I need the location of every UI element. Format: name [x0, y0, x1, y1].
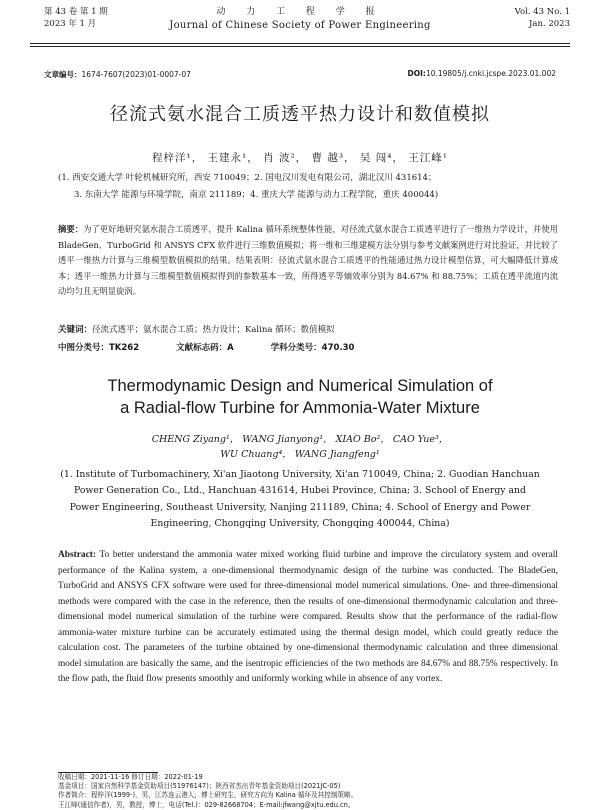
footnote-funding: 基金项目：国家自然科学基金资助项目(51976147)；陕西省杰出青年基金资助项目(2021JC-05) — [58, 782, 341, 791]
title-en-line: Thermodynamic Design and Numerical Simulation of — [107, 377, 493, 395]
classification-cn — [58, 341, 558, 353]
header-volume-en: Vol. 43 No. 1 — [514, 7, 570, 17]
running-header — [30, 6, 570, 46]
authors-en-line: CHENG Ziyang¹， WANG Jianyong¹， XIAO Bo²， CAO Yue³， — [151, 434, 449, 445]
journal-name-en: Journal of Chinese Society of Power Engineering — [169, 20, 431, 31]
authors-en-line: WU Chuang⁴， WANG Jiangfeng¹ — [220, 449, 380, 460]
footnote-author-bio: 作者简介：程梓洋(1999-)，男，江苏连云港人，博士研究生，研究方向为 Kalina 循环及其控制策略。 — [58, 791, 358, 800]
header-rule-thin — [30, 46, 570, 47]
affiliations-en: (1. Institute of Turbomachinery, Xi'an Jiaotong University, Xi'an 710049, China; 2. Guodian Hanchuan Power Generation Co., Ltd., Hanchuan 431614, Hubei Province, China; 3. School of Energy and Power Engineering, Southeast University, Nanjing 211189, China; 4. School of Energy and Power Engineering, Chongqing University, Chongqing 400044, China) — [60, 469, 540, 530]
keywords-cn-label: 关键词： — [58, 325, 93, 335]
header-date-en: Jan. 2023 — [529, 19, 570, 29]
title-en-line: a Radial-flow Turbine for Ammonia-Water Mixture — [120, 399, 480, 417]
header-journal — [30, 6, 570, 32]
header-rule-thick — [30, 43, 570, 44]
affiliation-cn-line: 3. 东南大学 能源与环境学院，南京 211189；4. 重庆大学 能源与动力工程学院，重庆 400044) — [74, 190, 439, 200]
title-cn: 径流式氨水混合工质透平热力设计和数值模拟 — [110, 104, 490, 125]
abstract-cn-text: 为了更好地研究氨水混合工质透平，提升 Kalina 循环系统整体性能，对径流式氨水混合工质透平进行了一维热力学设计，并使用 BladeGen、TurboGrid 和 ANSYS CFX 软件进行三维数值模拟；将一维和三维建模方法分别与参考文献案例进行对比验证，并比较了透平一维热力计算与三维模型数值模拟的结果。结果表明：径流式氨水混合工质透平的性能通过热力设计模型估算，可大幅降低计算成本；透平一维热力计算与三维模型数值模拟得到的参数基本一致，所得透平等熵效率分别为 84.67% 和 88.75%；工质在透平流道内流动均匀且无明显旋涡。 — [58, 224, 558, 297]
header-volume-cn: 第 43 卷 第 1 期 — [44, 7, 108, 17]
footnote-corresponding: 王江峰(通信作者)，男，教授，博士，电话(Tel.)：029-82668704；E-mail:jfwang@xjtu.edu.cn。 — [58, 800, 355, 809]
journal-name-cn: 动 力 工 程 学 报 — [216, 7, 384, 17]
affiliation-cn-line: (1. 西安交通大学 叶轮机械研究所，西安 710049；2. 国电汉川发电有限公司，湖北汉川 431614； — [58, 173, 437, 183]
article-number: 文章编号：1674-7607(2023)01-0007-07 — [44, 70, 191, 79]
keywords-cn-text: 径流式透平；氨水混合工质；热力设计；Kalina 循环；数值模拟 — [92, 325, 335, 335]
authors-cn: 程梓洋¹， 王建永¹， 肖 波²， 曹 越³， 吴 闯⁴， 王江峰¹ — [152, 152, 448, 164]
abstract-cn — [58, 222, 558, 300]
affiliations-cn — [58, 170, 560, 204]
abstract-en — [58, 548, 558, 688]
clc-number: 中图分类号：TK262 — [58, 343, 140, 353]
subject-code: 学科分类号：470.30 — [270, 343, 355, 353]
document-code: 文献标志码：A — [176, 343, 234, 353]
abstract-cn-label: 摘要： — [58, 224, 84, 234]
header-right — [515, 6, 570, 30]
footnote-dates: 收稿日期：2021-11-16 修订日期：2022-01-19 — [58, 773, 203, 781]
abstract-en-label: Abstract: — [58, 550, 97, 560]
header-date-cn: 2023 年 1 月 — [44, 19, 97, 29]
keywords-cn — [58, 323, 558, 335]
authors-en — [0, 432, 600, 462]
title-en — [0, 375, 600, 419]
doi: DOI:10.19805/j.cnki.jcspe.2023.01.002 — [407, 69, 556, 78]
abstract-en-text: To better understand the ammonia water mixed working fluid turbine and improve the circulatory system and overall performance of the Kalina system, a one-dimensional thermodynamic design of the turbine was conducted. The BladeGen, TurboGrid and ANSYS CFX software were used for three-dimensional model numerical simulations. One- and three-dimensional methods were compared with the case in the reference, then the results of one-dimensional thermodynamic calculation and three-dimensional model numerical simulation of the turbine were compared. Results show that the performance of the radial-flow ammonia-water mixture turbine can be accurately estimated using the thermal design model, which could greatly reduce the calculation cost. The parameters of the turbine obtained by one-dimensional thermodynamic calculation and three dimensional model simulation are basically the same, and the isentropic efficiencies of the two methods are 84.67% and 88.75% respectively. In the flow path, the fluid flow presents smoothly and uniformly working while in absence of any vortex. — [58, 550, 558, 684]
footnote — [58, 773, 558, 810]
